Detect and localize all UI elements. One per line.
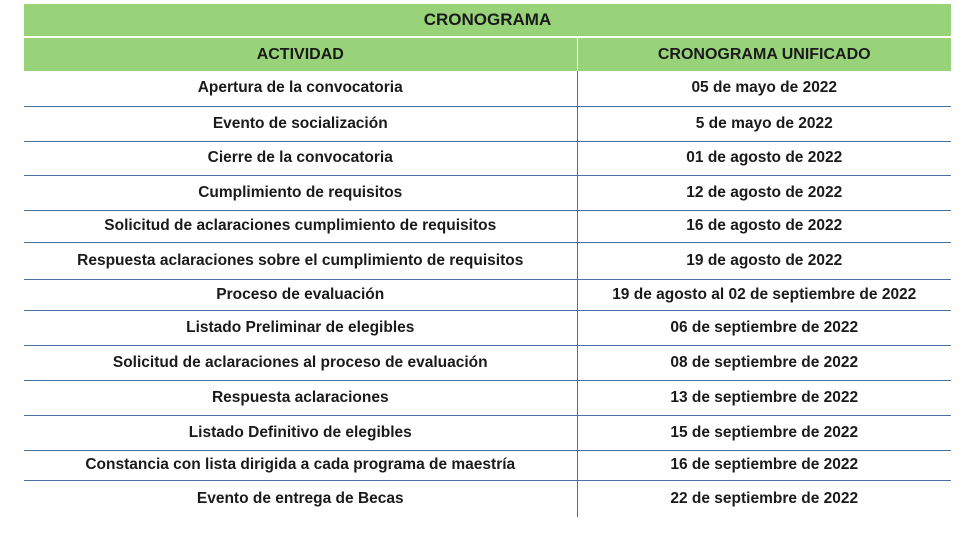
activity-cell: Solicitud de aclaraciones cumplimiento de requisitos	[24, 210, 577, 242]
activity-column-header: ACTIVIDAD	[24, 37, 577, 71]
activity-cell: Respuesta aclaraciones	[24, 380, 577, 415]
date-cell: 16 de agosto de 2022	[577, 210, 951, 242]
activity-cell: Listado Definitivo de elegibles	[24, 415, 577, 450]
date-cell: 13 de septiembre de 2022	[577, 380, 951, 415]
date-cell: 01 de agosto de 2022	[577, 141, 951, 175]
date-cell: 19 de agosto de 2022	[577, 242, 951, 279]
table-row	[24, 450, 951, 480]
activity-cell: Respuesta aclaraciones sobre el cumplimiento de requisitos	[24, 242, 577, 279]
table-title: CRONOGRAMA	[24, 4, 951, 37]
table-row	[24, 210, 951, 242]
date-cell: 5 de mayo de 2022	[577, 106, 951, 141]
activity-cell: Cierre de la convocatoria	[24, 141, 577, 175]
date-cell: 12 de agosto de 2022	[577, 175, 951, 210]
header-row	[24, 37, 951, 71]
table-row	[24, 380, 951, 415]
schedule-column-header: CRONOGRAMA UNIFICADO	[577, 37, 951, 71]
table-row	[24, 415, 951, 450]
date-cell: 19 de agosto al 02 de septiembre de 2022	[577, 279, 951, 310]
title-row	[24, 4, 951, 37]
table-row	[24, 480, 951, 517]
table-row	[24, 71, 951, 106]
table-row	[24, 106, 951, 141]
schedule-table	[24, 4, 951, 517]
table-row	[24, 279, 951, 310]
activity-cell: Evento de entrega de Becas	[24, 480, 577, 517]
date-cell: 16 de septiembre de 2022	[577, 450, 951, 480]
activity-cell: Proceso de evaluación	[24, 279, 577, 310]
table-row	[24, 175, 951, 210]
table-row	[24, 345, 951, 380]
activity-cell: Cumplimiento de requisitos	[24, 175, 577, 210]
date-cell: 05 de mayo de 2022	[577, 71, 951, 106]
activity-cell: Apertura de la convocatoria	[24, 71, 577, 106]
activity-cell: Evento de socialización	[24, 106, 577, 141]
table-row	[24, 310, 951, 345]
activity-cell: Constancia con lista dirigida a cada programa de maestría	[24, 450, 577, 480]
date-cell: 15 de septiembre de 2022	[577, 415, 951, 450]
date-cell: 06 de septiembre de 2022	[577, 310, 951, 345]
date-cell: 08 de septiembre de 2022	[577, 345, 951, 380]
table-row	[24, 242, 951, 279]
activity-cell: Listado Preliminar de elegibles	[24, 310, 577, 345]
schedule-rows	[24, 71, 951, 517]
activity-cell: Solicitud de aclaraciones al proceso de evaluación	[24, 345, 577, 380]
date-cell: 22 de septiembre de 2022	[670, 489, 859, 507]
table-row	[24, 141, 951, 175]
